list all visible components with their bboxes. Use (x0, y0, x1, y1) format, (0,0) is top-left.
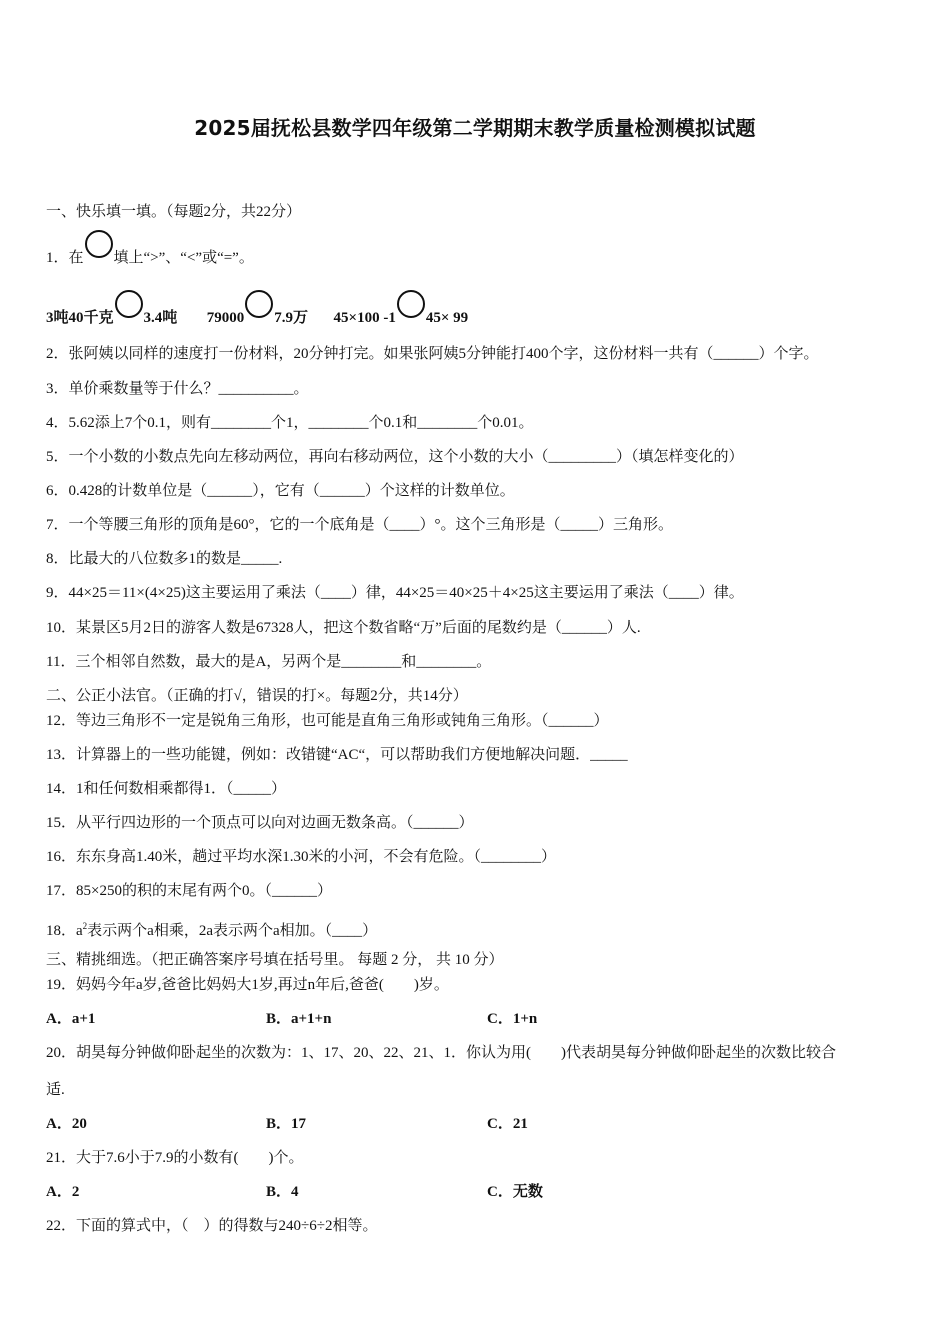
question-16: 16．东东身高1.40米，趟过平均水深1.30米的小河，不会有危险。（________） (46, 849, 557, 865)
q18-text-b: 表示两个a相乘，2a表示两个a相加。（____） (87, 923, 378, 939)
question-7: 7．一个等腰三角形的顶角是60°，它的一个底角是（____）°。这个三角形是（_____）三角形。 (46, 517, 674, 533)
question-11: 11．三个相邻自然数，最大的是A，另两个是________和________。 (46, 654, 492, 670)
blank-circle-icon[interactable] (397, 290, 425, 318)
question-6: 6．0.428的计数单位是（______），它有（______）个这样的计数单位。 (46, 483, 515, 499)
q21-option-c[interactable]: C．无数 (487, 1184, 543, 1200)
q1-text-a: 1．在 (46, 250, 84, 266)
question-10: 10．某景区5月2日的游客人数是67328人，把这个数省略“万”后面的尾数约是（______）人. (46, 620, 641, 636)
q19-option-c[interactable]: C．1+n (487, 1011, 538, 1027)
section-3-header: 三、精挑细选。（把正确答案序号填在括号里。 每题 2 分， 共 10 分） (46, 952, 504, 968)
section-1-header: 一、快乐填一填。（每题2分，共22分） (46, 204, 302, 220)
question-9: 9．44×25＝11×(4×25)这主要运用了乘法（____）律，44×25＝40×25＋4×25这主要运用了乘法（____）律。 (46, 585, 744, 601)
q1-item-d: 7.9万 (274, 310, 309, 326)
question-20-continued: 适. (46, 1082, 65, 1098)
page-title: 2025届抚松县数学四年级第二学期期末教学质量检测模拟试题 (194, 116, 756, 140)
blank-circle-icon[interactable] (245, 290, 273, 318)
question-20: 20．胡昊每分钟做仰卧起坐的次数为：1、17、20、22、21、1．你认为用( )代表胡昊每分钟做仰卧起坐的次数比较合 (46, 1045, 836, 1061)
q1-item-f: 45× 99 (425, 310, 469, 326)
question-17: 17．85×250的积的末尾有两个0。（______） (46, 883, 332, 899)
q19-option-a[interactable]: A．a+1 (46, 1011, 96, 1027)
question-15: 15．从平行四边形的一个顶点可以向对边画无数条高。（______） (46, 815, 474, 831)
section-2-header: 二、公正小法官。（正确的打√，错误的打×。每题2分，共14分） (46, 688, 468, 704)
question-2: 2．张阿姨以同样的速度打一份材料，20分钟打完。如果张阿姨5分钟能打400个字，这份材料一共有（______）个字。 (46, 346, 819, 362)
q21-option-b[interactable]: B．4 (266, 1184, 299, 1200)
q1-text-b: 填上“>”、“<”或“=”。 (113, 250, 254, 266)
question-19: 19．妈妈今年a岁,爸爸比妈妈大1岁,再过n年后,爸爸( )岁。 (46, 977, 449, 993)
question-1-items (46, 298, 468, 328)
q20-option-a[interactable]: A．20 (46, 1116, 87, 1132)
q20-option-b[interactable]: B．17 (266, 1116, 307, 1132)
q18-text-a: 18．a (46, 923, 83, 939)
question-22: 22．下面的算式中，（ ）的得数与240÷6÷2相等。 (46, 1218, 378, 1234)
q1-item-e: 45×100 -1 (333, 310, 396, 326)
blank-circle-icon[interactable] (115, 290, 143, 318)
q20-option-c[interactable]: C．21 (487, 1116, 528, 1132)
question-13: 13．计算器上的一些功能键，例如：改错键“AC“，可以帮助我们方便地解决问题．_____ (46, 747, 628, 763)
question-14: 14．1和任何数相乘都得1．（_____） (46, 781, 287, 797)
q19-option-b[interactable]: B．a+1+n (266, 1011, 332, 1027)
question-18 (46, 916, 377, 941)
question-21: 21．大于7.6小于7.9的小数有( )个。 (46, 1150, 304, 1166)
question-1 (46, 238, 254, 268)
q21-option-a[interactable]: A．2 (46, 1184, 80, 1200)
q1-item-b: 3.4吨 (143, 310, 178, 326)
question-3: 3．单价乘数量等于什么？__________。 (46, 381, 309, 397)
q1-item-c: 79000 (206, 310, 245, 326)
question-4: 4．5.62添上7个0.1，则有________个1，________个0.1和________个0.01。 (46, 415, 534, 431)
q1-item-a: 3吨40千克 (46, 310, 114, 326)
blank-circle-icon[interactable] (85, 230, 113, 258)
question-8: 8．比最大的八位数多1的数是_____. (46, 551, 283, 567)
question-12: 12．等边三角形不一定是锐角三角形，也可能是直角三角形或钝角三角形。（______） (46, 713, 609, 729)
q18-exponent: 2 (82, 921, 88, 931)
question-5: 5．一个小数的小数点先向左移动两位，再向右移动两位，这个小数的大小（_________）（填怎样变化的） (46, 449, 744, 465)
